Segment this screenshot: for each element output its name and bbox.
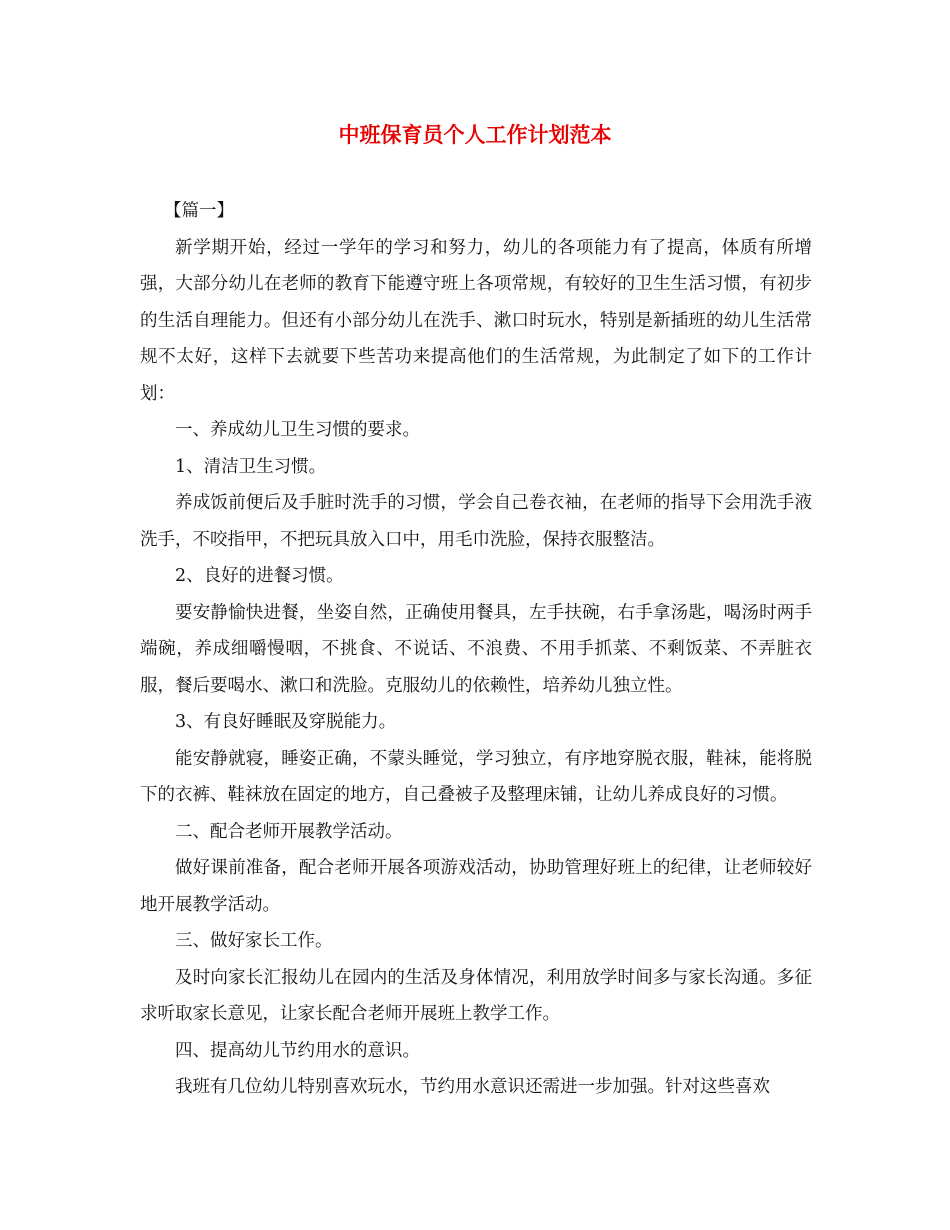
body-paragraph: 能安静就寝，睡姿正确，不蒙头睡觉，学习独立，有序地穿脱衣服，鞋袜，能将脱下的衣裤、鞋袜放在固定的地方，自己叠被子及整理床铺，让幼儿养成良好的习惯。 [140,748,812,805]
section-heading: 二、配合老师开展教学活动。 [175,821,403,842]
section-marker: 【篇一】 [164,201,234,221]
subsection-heading: 1、清洁卫生习惯。 [175,456,327,477]
section-heading: 三、做好家长工作。 [175,931,333,951]
body-paragraph: 要安静愉快进餐，坐姿自然，正确使用餐具，左手扶碗，右手拿汤匙，喝汤时两手端碗，养成细嚼慢咽，不挑食、不说话、不浪费、不用手抓菜、不剩饭菜、不弄脏衣服，餐后要喝水、漱口和洗脸。克服幼儿的依赖性，培养幼儿独立性。 [140,602,812,696]
section-heading: 一、养成幼儿卫生习惯的要求。 [175,420,420,440]
intro-paragraph: 新学期开始，经过一学年的学习和努力，幼儿的各项能力有了提高，体质有所增强，大部分幼儿在老师的教育下能遵守班上各项常规，有较好的卫生生活习惯，有初步的生活自理能力。但还有小部分幼儿在洗手、漱口时玩水，特别是新插班的幼儿生活常规不太好，这样下去就要下些苦功来提高他们的生活常规，为此制定了如下的工作计划： [140,237,812,404]
body-paragraph: 做好课前准备，配合老师开展各项游戏活动，协助管理好班上的纪律，让老师较好地开展教学活动。 [140,858,812,915]
subsection-heading: 3、有良好睡眠及穿脱能力。 [175,712,397,732]
subsection-heading: 2、良好的进餐习惯。 [175,566,344,586]
body-paragraph: 养成饭前便后及手脏时洗手的习惯，学会自己卷衣袖，在老师的指导下会用洗手液洗手，不咬指甲，不把玩具放入口中，用毛巾洗脸，保持衣服整洁。 [140,493,812,550]
body-paragraph: 及时向家长汇报幼儿在园内的生活及身体情况，利用放学时间多与家长沟通。多征求听取家长意见，让家长配合老师开展班上教学工作。 [140,967,812,1024]
document-body [140,193,812,1106]
document-title: 中班保育员个人工作计划范本 [338,122,612,147]
section-heading: 四、提高幼儿节约用水的意识。 [175,1040,420,1061]
body-paragraph: 我班有几位幼儿特别喜欢玩水，节约用水意识还需进一步加强。针对这些喜欢 [175,1077,770,1097]
